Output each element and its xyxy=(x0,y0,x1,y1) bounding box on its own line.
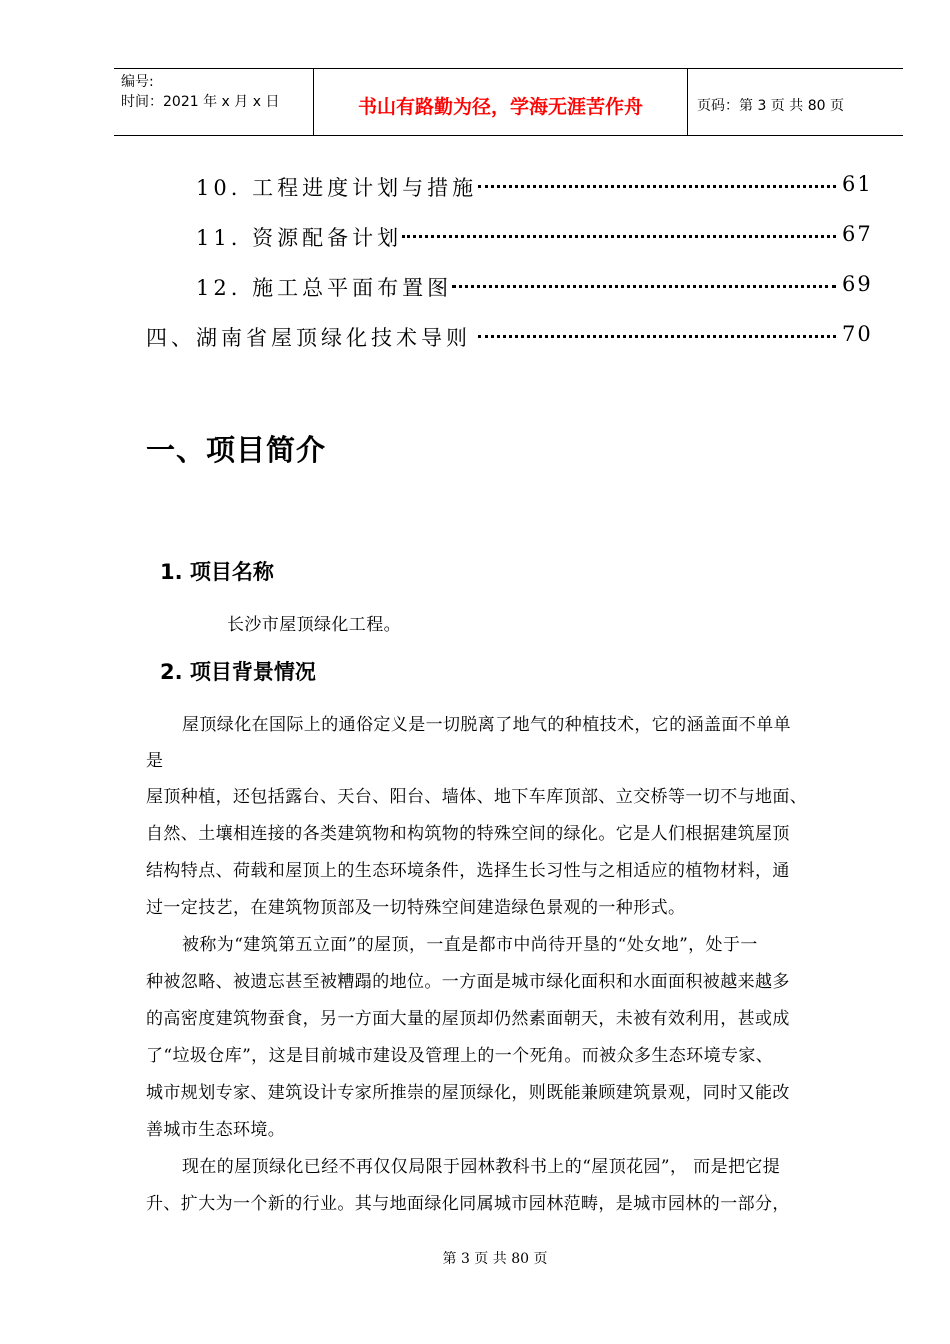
project-name-text: 长沙市屋顶绿化工程。 xyxy=(227,615,401,635)
paragraph-line: 过一定技艺，在建筑物顶部及一切特殊空间建造绿色景观的一种形式。 xyxy=(146,898,686,918)
paragraph-line: 了“垃圾仓库”，这是目前城市建设及管理上的一个死角。而被众多生态环境专家、 xyxy=(146,1046,774,1066)
paragraph-line: 被称为“建筑第五立面”的屋顶，一直是都市中尚待开垦的“处女地”，处于一 xyxy=(182,935,758,955)
paragraph-line: 结构特点、荷载和屋顶上的生态环境条件，选择生长习性与之相适应的植物材料，通 xyxy=(146,861,790,881)
toc-entry-page: 67 xyxy=(842,222,873,246)
paragraph-line: 升、扩大为一个新的行业。其与地面绿化同属城市园林范畴，是城市园林的一部分， xyxy=(146,1194,790,1214)
paragraph-line: 现在的屋顶绿化已经不再仅仅局限于园林教科书上的“屋顶花园”， 而是把它提 xyxy=(182,1157,781,1177)
toc-entry-label: 11. 资源配备计划 xyxy=(196,226,403,250)
header-page-info: 页码：第 3 页 共 80 页 xyxy=(697,98,844,114)
subsection-title-name: 1. 项目名称 xyxy=(160,560,274,584)
section-title: 一、项目简介 xyxy=(146,433,327,467)
paragraph-line: 种被忽略、被遗忘甚至被糟蹋的地位。一方面是城市绿化面积和水面面积被越来越多 xyxy=(146,972,790,992)
toc-entry[interactable] xyxy=(0,270,950,304)
paragraph-line: 屋顶种植，还包括露台、天台、阳台、墙体、地下车库顶部、立交桥等一切不与地面、 xyxy=(146,787,808,807)
paragraph-line: 屋顶绿化在国际上的通俗定义是一切脱离了地气的种植技术，它的涵盖面不单单 xyxy=(182,715,791,735)
toc-entry-page: 69 xyxy=(842,272,873,296)
paragraph-line: 自然、土壤相连接的各类建筑物和构筑物的特殊空间的绿化。它是人们根据建筑屋顶 xyxy=(146,824,790,844)
toc-leader-dots xyxy=(402,235,836,238)
toc-entry-page: 61 xyxy=(842,172,873,196)
toc-leader-dots xyxy=(478,335,836,338)
header-meta xyxy=(114,69,314,135)
toc-leader-dots xyxy=(478,185,836,188)
page-footer: 第 3 页 共 80 页 xyxy=(442,1251,548,1267)
toc-entry-label: 12. 施工总平面布置图 xyxy=(196,276,453,300)
paragraph-line: 善城市生态环境。 xyxy=(146,1120,286,1140)
number-label: 编号: xyxy=(121,74,154,90)
time-label: 时间：2021 年 x 月 x 日 xyxy=(121,94,280,110)
toc-entry[interactable] xyxy=(0,220,950,254)
page-header xyxy=(114,68,903,136)
toc-entry-label: 10. 工程进度计划与措施 xyxy=(196,176,478,200)
toc-entry[interactable] xyxy=(0,170,950,204)
paragraph-line: 的高密度建筑物蚕食，另一方面大量的屋顶却仍然素面朝天，未被有效利用，甚或成 xyxy=(146,1009,790,1029)
toc-entry-label: 四、湖南省屋顶绿化技术导则 xyxy=(146,326,471,350)
header-motto: 书山有路勤为径，学海无涯苦作舟 xyxy=(314,69,688,135)
subsection-title-background: 2. 项目背景情况 xyxy=(160,660,316,684)
paragraph-line: 城市规划专家、建筑设计专家所推崇的屋顶绿化，则既能兼顾建筑景观，同时又能改 xyxy=(146,1083,790,1103)
toc-entry[interactable] xyxy=(0,320,950,354)
toc-entry-page: 70 xyxy=(842,322,873,346)
paragraph-line: 是 xyxy=(146,751,164,771)
toc-leader-dots xyxy=(452,285,836,288)
